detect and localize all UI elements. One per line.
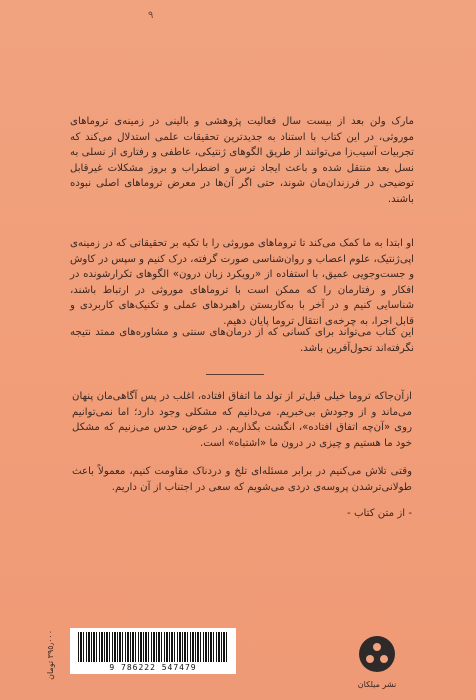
publisher-name: نشر میلکان <box>357 680 397 689</box>
barcode <box>70 628 236 674</box>
description-paragraph-3: این کتاب می‌تواند برای کسانی که از درمان‌های سنتی و مشاوره‌های ممتد نتیجه نگرفته‌اند تحول‌آفرین باشد. <box>70 327 414 354</box>
excerpt-paragraph-2: وقتی تلاش می‌کنیم در برابر مسئله‌ای تلخ و دردناک مقاومت کنیم، معمولاً باعث طولانی‌ترشدن پروسه‌ی دردی می‌شویم که سعی در اجتناب از آن داریم. <box>72 466 412 493</box>
barcode-bars <box>78 632 228 662</box>
section-divider <box>206 374 264 375</box>
price-label: ٣٩٥٫٠٠٠ تومان <box>46 630 55 680</box>
top-mark: ٩ <box>148 10 154 21</box>
barcode-digits: 9 786222 547479 <box>109 663 197 672</box>
excerpt-source: - از متن کتاب - <box>347 508 412 519</box>
description-paragraph-2: او ابتدا به ما کمک می‌کند تا تروماهای موروثی را با تکیه بر تحقیقاتی که در زمینه‌ی اپی‌ژنتیک، علوم اعصاب و روان‌شناسی صورت گرفته، درک کنیم و سپس در کاوش و جست‌وجویی عمیق، با استفاده از «رویکرد زبان درون» الگوهای تکرارشونده در افکار و رفتارمان را که ممکن است با تروماهای موروثی در ارتباط باشند، شناسایی کنیم و در آخر با به‌کاربستن راهبردهای عملی و تکنیک‌های کاربردی و قابل اجرا، به چرخه‌ی انتقال تروما پایان دهیم. <box>70 238 414 327</box>
publisher-logo-icon <box>357 634 397 674</box>
excerpt-paragraph-1: ازآن‌جاکه تروما خیلی قبل‌تر از تولد ما اتفاق افتاده، اغلب در پس آگاهی‌مان پنهان می‌ماند و از وجودش بی‌خبریم. می‌دانیم که مشکلی وجود دارد؛ اما نمی‌توانیم روی «آن‌چه اتفاق افتاده»، انگشت بگذاریم. در عوض، حدس می‌زنیم که مشکل خود ما هستیم و چیزی در درون ما «اشتباه» است. <box>72 391 412 449</box>
description-paragraph-1: مارک ولن بعد از بیست سال فعالیت پژوهشی و بالینی در زمینه‌ی تروماهای موروثی، در این کتاب با استناد به جدیدترین تحقیقات علمی استدلال می‌کند که تجربیات آسیب‌زا می‌توانند از طریق الگوهای ژنتیکی، عاطفی و رفتاری از نسلی به نسل بعد منتقل شده و باعث ایجاد ترس و اضطراب و بروز مشکلات غیرقابل توضیحی در فرزندان‌مان شوند، حتی اگر آن‌ها در معرض تروماهای اصلی نبوده باشند. <box>70 116 414 205</box>
publisher-logo-block <box>342 634 412 689</box>
